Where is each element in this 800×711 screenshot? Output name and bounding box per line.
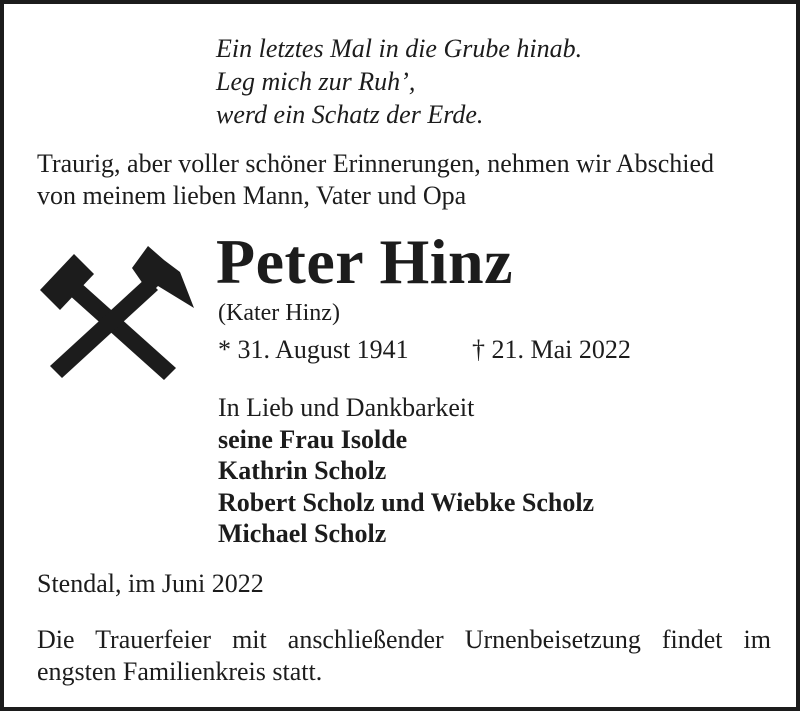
deceased-name: Peter Hinz: [216, 226, 514, 297]
farewell-line-2: von meinem lieben Mann, Vater und Opa: [37, 181, 467, 210]
birth-date: * 31. August 1941: [218, 335, 409, 364]
funeral-line-1: Die Trauerfeier mit anschließender Urnenbeisetzung findet im: [37, 625, 771, 654]
poem-line-1: Ein letztes Mal in die Grube hinab.: [216, 34, 583, 63]
funeral-notice: [37, 624, 771, 688]
mourner-name: Michael Scholz: [218, 519, 387, 548]
deceased-nickname: (Kater Hinz): [218, 300, 340, 326]
hammer-and-pick-icon: [40, 242, 196, 382]
poem-line-3: werd ein Schatz der Erde.: [216, 100, 484, 129]
farewell-text: [37, 148, 777, 212]
death-date: † 21. Mai 2022: [472, 335, 631, 364]
funeral-line-2: engsten Familienkreis statt.: [37, 657, 323, 686]
life-dates: [218, 334, 631, 366]
mourners: [218, 392, 594, 550]
mourners-intro: In Lieb und Dankbarkeit: [218, 393, 475, 422]
poem: [216, 32, 582, 131]
mourner-name: seine Frau Isolde: [218, 424, 408, 454]
mourner-name: Robert Scholz und Wiebke Scholz: [218, 487, 595, 517]
poem-line-2: Leg mich zur Ruh’,: [216, 67, 416, 96]
farewell-line-1: Traurig, aber voller schöner Erinnerungen, nehmen wir Abschied: [37, 149, 715, 178]
place-and-date: Stendal, im Juni 2022: [37, 569, 264, 598]
mourner-name: Kathrin Scholz: [218, 456, 387, 485]
